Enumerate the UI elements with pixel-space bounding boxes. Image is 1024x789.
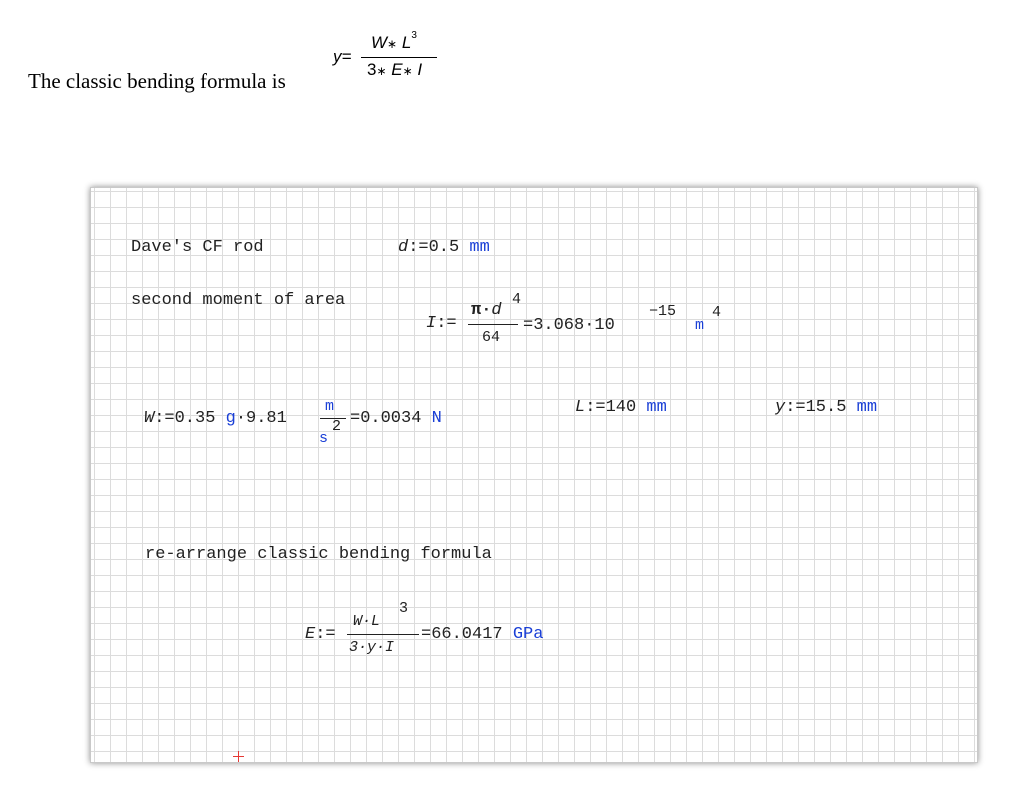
- formula-star: ∗: [387, 37, 398, 51]
- W-result-value: =0.0034: [350, 409, 422, 428]
- label-rearrange[interactable]: re-arrange classic bending formula: [145, 545, 492, 564]
- W-mult: 9.81: [246, 409, 287, 428]
- W-unit: N: [431, 409, 442, 428]
- d-definition[interactable]: [398, 238, 490, 257]
- formula-denominator: [367, 60, 422, 80]
- L-value: 140: [605, 398, 637, 417]
- W-result: [350, 409, 442, 428]
- y-unit: mm: [856, 398, 878, 417]
- d-unit: mm: [469, 238, 490, 257]
- E-definition[interactable]: [305, 598, 595, 662]
- E-den: 3·y·I: [349, 639, 395, 656]
- I-exp: −15: [649, 303, 677, 320]
- formula-star-3: ∗: [402, 64, 413, 78]
- I-unit: m: [695, 317, 705, 334]
- E-num-exp: 3: [399, 600, 409, 617]
- formula-numerator: [371, 30, 417, 53]
- E-var: E: [305, 625, 316, 644]
- formula-star-2: ∗: [376, 64, 387, 78]
- W-var: W: [144, 409, 155, 428]
- y-value: 15.5: [805, 398, 847, 417]
- worksheet[interactable]: [90, 187, 978, 763]
- E-lhs: [305, 625, 336, 644]
- E-result-value: =66.0417: [421, 625, 503, 644]
- formula-three: 3: [367, 60, 377, 79]
- formula-bar: [361, 57, 437, 58]
- E-num: W·L: [353, 613, 381, 630]
- d-assign: :=: [408, 238, 429, 257]
- W-definition[interactable]: [144, 396, 484, 456]
- W-frac-den: s: [319, 430, 329, 447]
- W-frac-exp: 2: [332, 418, 342, 435]
- W-value: 0.35: [174, 409, 216, 428]
- I-frac-bar: [468, 324, 518, 325]
- I-definition[interactable]: [426, 291, 726, 351]
- W-unit-g: g: [225, 409, 236, 428]
- W-assign: :=: [154, 409, 175, 428]
- I-var: I: [426, 314, 437, 333]
- I-result: =3.068·10: [523, 316, 615, 335]
- E-unit: GPa: [512, 625, 544, 644]
- y-definition[interactable]: [775, 398, 877, 417]
- insertion-cursor-icon: [233, 751, 244, 762]
- label-rod[interactable]: Dave's CF rod: [131, 238, 264, 257]
- I-unit-exp: 4: [712, 304, 722, 321]
- d-var: d: [398, 238, 409, 257]
- L-var: L: [575, 398, 586, 417]
- L-definition[interactable]: [575, 398, 667, 417]
- E-frac-bar: [347, 634, 419, 635]
- formula-l: L: [401, 33, 412, 52]
- W-line: W:=0.35 g·9.81: [144, 409, 287, 428]
- y-assign: :=: [785, 398, 806, 417]
- intro-text: The classic bending formula is: [28, 69, 286, 93]
- I-lhs: [426, 314, 457, 333]
- I-num-pi: π·d: [471, 301, 502, 320]
- d-value: 0.5: [428, 238, 460, 257]
- E-assign: :=: [315, 625, 336, 644]
- I-num-var: d: [491, 301, 502, 320]
- label-moment[interactable]: second moment of area: [131, 291, 346, 310]
- W-frac-num: m: [325, 398, 335, 415]
- formula-w: W: [371, 33, 388, 52]
- y-var: y: [775, 398, 786, 417]
- I-assign: :=: [436, 314, 457, 333]
- formula-e: E: [391, 60, 403, 79]
- I-den: 64: [482, 329, 501, 346]
- L-unit: mm: [646, 398, 667, 417]
- E-result: [421, 625, 543, 644]
- I-num-exp: 4: [512, 291, 522, 308]
- bending-formula: [333, 30, 443, 90]
- formula-exp: 3: [411, 30, 417, 42]
- L-assign: :=: [585, 398, 606, 417]
- formula-lhs: y=: [333, 47, 352, 66]
- formula-i: I: [417, 60, 423, 79]
